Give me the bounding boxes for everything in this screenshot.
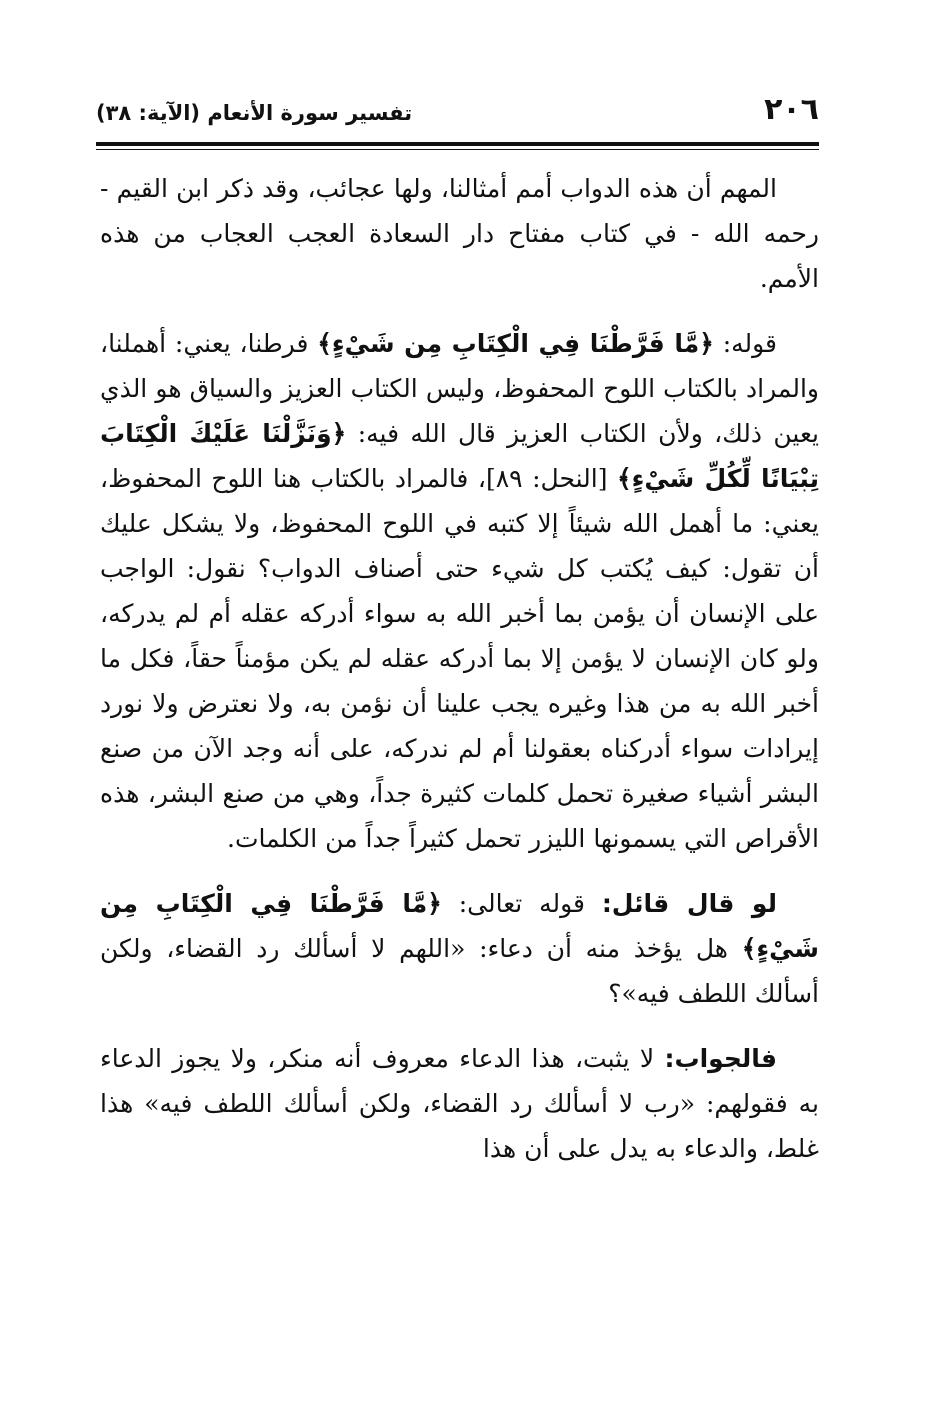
quran-verse: ﴿مَّا فَرَّطْنَا فِي الْكِتَابِ مِن شَيْءٍ﴾ [100,889,819,963]
paragraph-4 [100,1036,819,1171]
paragraph-3 [100,881,819,1016]
quran-verse: ﴿وَنَزَّلْنَا عَلَيْكَ الْكِتَابَ تِبْيَانًا لِّكُلِّ شَيْءٍ﴾ [100,419,819,493]
paragraph-3-text-a: قوله تعالى: [441,889,602,918]
paragraph-2-text-b: فرطنا، يعني: أهملنا، والمراد بالكتاب اللوح المحفوظ، وليس الكتاب العزيز والسياق هو الذي يعين ذلك، ولأن الكتاب العزيز قال الله فيه: [100,329,819,448]
paragraph-4-text-a: لا يثبت، هذا الدعاء معروف أنه منكر، ولا يجوز الدعاء به فقولهم: «رب لا أسألك رد القضاء، ولكن أسألك اللطف فيه» هذا غلط، والدعاء به يدل على أن هذا [100,1044,819,1163]
paragraph-2-text-c: [النحل: ٨٩]، فالمراد بالكتاب هنا اللوح المحفوظ، يعني: ما أهمل الله شيئاً إلا كتبه في اللوح المحفوظ، ولا يشكل عليك أن تقول: كيف يُكتب كل شيء حتى أصناف الدواب؟ نقول: الواجب على الإنسان أن يؤمن بما أخبر الله به سواء أدركه عقله أم لم يدركه، ولو كان الإنسان لا يؤمن إلا بما أدركه عقله لم يكن مؤمناً حقاً، فكل ما أخبر الله به من هذا وغيره يجب علينا أن نؤمن به، ولا نعترض ولا نورد إيرادات سواء أدركناه بعقولنا أم لم ندركه، على أنه وجد الآن من صنع البشر أشياء صغيرة تحمل كلمات كثيرة جداً، وهي من صنع البشر، هذه الأقراص التي يسمونها الليزر تحمل كثيراً جداً من الكلمات. [100,464,819,853]
quran-verse: ﴿مَّا فَرَّطْنَا فِي الْكِتَابِ مِن شَيْءٍ﴾ [317,329,714,358]
paragraph-1: المهم أن هذه الدواب أمم أمثالنا، ولها عجائب، وقد ذكر ابن القيم - رحمه الله - في كتاب مفتاح دار السعادة العجب العجاب من هذه الأمم. [100,174,819,293]
question-lead: لو قال قائل: [601,889,777,918]
header-rule-thin [96,149,819,150]
running-title: تفسير سورة الأنعام (الآية: ٣٨) [96,101,413,125]
page-number: ٢٠٦ [764,92,819,127]
page-header [96,86,819,130]
header-rule [96,142,819,146]
paragraph-2 [100,321,819,861]
answer-lead: فالجواب: [664,1044,777,1073]
paragraph-3-text-b: هل يؤخذ منه أن دعاء: «اللهم لا أسألك رد القضاء، ولكن أسألك اللطف فيه»؟ [100,934,819,1008]
paragraph-2-text-a: قوله: [713,329,778,358]
page-body [100,166,819,1191]
